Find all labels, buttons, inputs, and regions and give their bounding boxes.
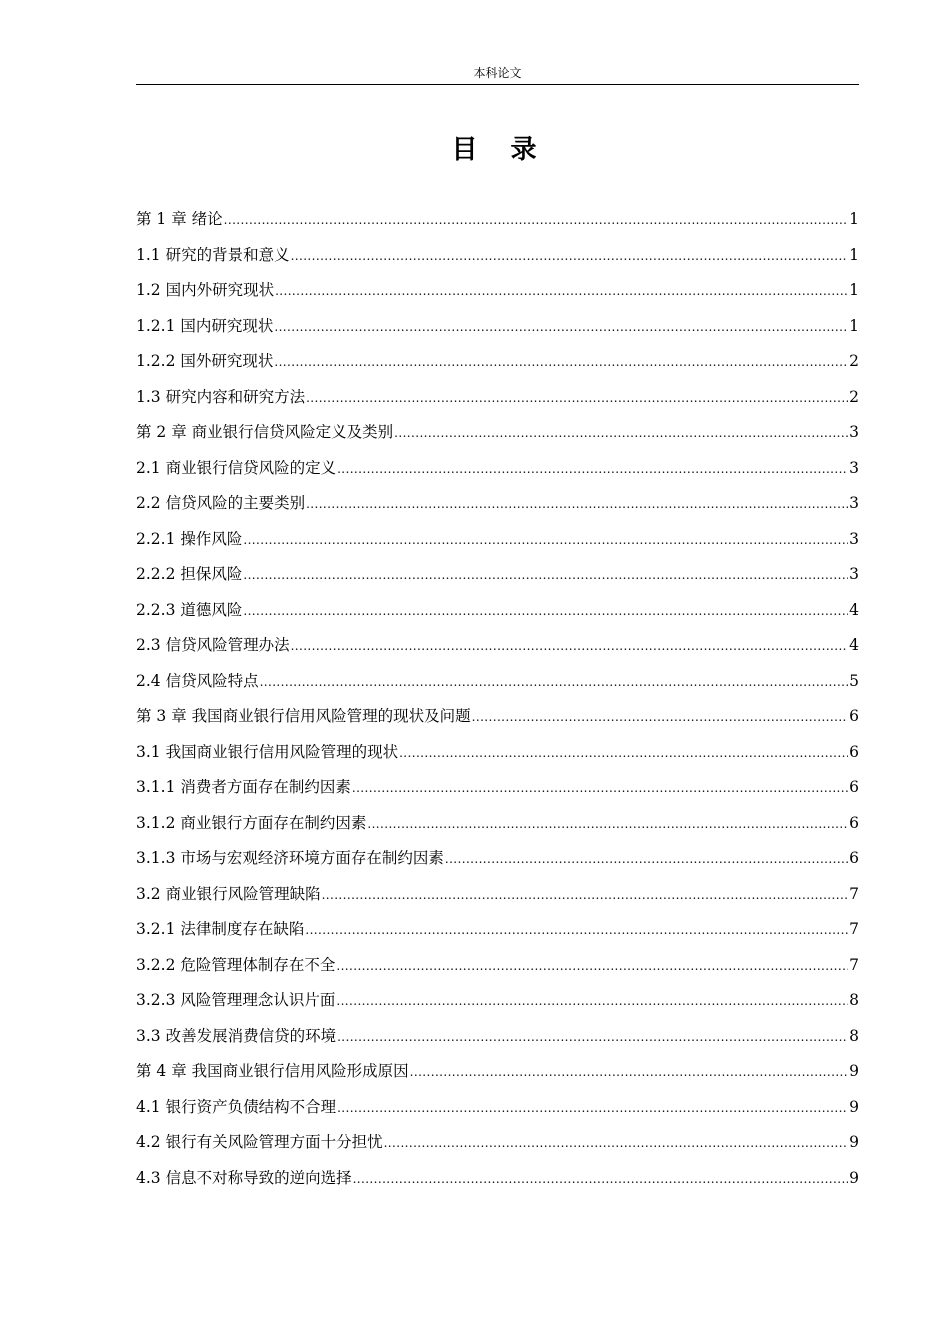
toc-entry[interactable] (136, 522, 859, 558)
toc-entry[interactable] (136, 735, 859, 771)
toc-entry[interactable] (136, 699, 859, 735)
toc-entry-page: 1 (849, 281, 859, 299)
toc-dot-leader (275, 274, 848, 310)
toc-entry-label: 3.3 改善发展消费信贷的环境 (136, 1026, 337, 1045)
toc-dot-leader (337, 1091, 848, 1127)
toc-entry-page: 7 (849, 920, 859, 938)
toc-entry-page: 7 (849, 955, 859, 974)
toc-dot-leader (384, 1126, 849, 1162)
toc-entry-page: 3 (849, 458, 859, 477)
header-text: 本科论文 (473, 66, 522, 80)
toc-dot-leader (243, 523, 848, 559)
toc-entry-page: 5 (849, 671, 859, 690)
toc-entry-page: 6 (849, 778, 859, 796)
toc-entry[interactable] (136, 415, 859, 451)
toc-entry[interactable] (136, 202, 859, 238)
toc-entry[interactable] (136, 841, 859, 877)
toc-entry-label: 1.1 研究的背景和意义 (136, 245, 290, 264)
toc-entry-label: 2.2.1 操作风险 (136, 529, 243, 548)
toc-entry[interactable] (136, 664, 859, 700)
toc-dot-leader (352, 771, 848, 807)
toc-entry-label: 4.2 银行有关风险管理方面十分担忧 (136, 1133, 383, 1151)
toc-dot-leader (306, 381, 848, 417)
toc-entry[interactable] (136, 912, 859, 948)
toc-entry[interactable] (136, 877, 859, 913)
toc-entry-label: 1.3 研究内容和研究方法 (136, 387, 306, 406)
toc-dot-leader (243, 558, 848, 594)
toc-entry[interactable] (136, 451, 859, 487)
toc-entry-label: 1.2.2 国外研究现状 (136, 352, 274, 370)
toc-entry-label: 3.2.3 风险管理理念认识片面 (136, 991, 336, 1009)
toc-entry-page: 3 (849, 565, 859, 583)
toc-entry-label: 1.2 国内外研究现状 (136, 281, 275, 299)
toc-entry[interactable] (136, 344, 859, 380)
toc-dot-leader (274, 345, 848, 381)
toc-entry-label: 3.1 我国商业银行信用风险管理的现状 (136, 742, 399, 761)
toc-entry[interactable] (136, 593, 859, 629)
toc-dot-leader (291, 239, 849, 275)
toc-dot-leader (305, 913, 848, 949)
toc-entry-page: 1 (849, 210, 859, 228)
toc-entry-page: 9 (849, 1097, 859, 1116)
toc-entry[interactable] (136, 557, 859, 593)
toc-entry[interactable] (136, 1019, 859, 1055)
toc-entry-label: 第 4 章 我国商业银行信用风险形成原因 (136, 1062, 409, 1080)
toc-entry-page: 7 (849, 884, 859, 903)
toc-entry-page: 3 (849, 494, 859, 512)
toc-dot-leader (291, 629, 849, 665)
toc-entry-label: 3.2 商业银行风险管理缺陷 (136, 884, 321, 903)
toc-entry[interactable] (136, 380, 859, 416)
toc-dot-leader (367, 807, 848, 843)
toc-entry-label: 第 3 章 我国商业银行信用风险管理的现状及问题 (136, 707, 471, 725)
toc-title: 目 录 (451, 135, 549, 165)
toc-entry-page: 8 (849, 1026, 859, 1045)
toc-entry-label: 1.2.1 国内研究现状 (136, 316, 274, 335)
toc-dot-leader (337, 1020, 848, 1056)
toc-dot-leader (274, 310, 848, 346)
toc-entry-label: 3.1.3 市场与宏观经济环境方面存在制约因素 (136, 849, 444, 867)
toc-entry[interactable] (136, 1161, 859, 1197)
toc-dot-leader (322, 878, 849, 914)
toc-dot-leader (445, 842, 848, 878)
toc-dot-leader (353, 1162, 849, 1198)
toc-entry-page: 2 (849, 387, 859, 406)
page-header (136, 62, 859, 85)
toc-entry-label: 2.2.3 道德风险 (136, 600, 243, 619)
toc-dot-leader (306, 487, 848, 523)
toc-entry[interactable] (136, 1054, 859, 1090)
toc-dot-leader (224, 203, 848, 239)
toc-entry-page: 6 (849, 849, 859, 867)
toc-entry-page: 9 (849, 1168, 859, 1187)
toc-dot-leader (243, 594, 848, 630)
toc-entry[interactable] (136, 238, 859, 274)
toc-entry-label: 第 1 章 绪论 (136, 210, 223, 228)
toc-entry-page: 6 (849, 813, 859, 832)
toc-entry[interactable] (136, 486, 859, 522)
toc-entry-label: 2.4 信贷风险特点 (136, 671, 259, 690)
toc-dot-leader (260, 665, 849, 701)
toc-entry-page: 6 (849, 707, 859, 725)
toc-entry-label: 2.1 商业银行信贷风险的定义 (136, 458, 337, 477)
toc-entry-page: 4 (849, 600, 859, 619)
toc-entry[interactable] (136, 948, 859, 984)
toc-dot-leader (394, 416, 848, 452)
toc-entry-page: 8 (849, 991, 859, 1009)
toc-entry[interactable] (136, 309, 859, 345)
toc-entry-label: 4.3 信息不对称导致的逆向选择 (136, 1168, 352, 1187)
toc-dot-leader (472, 700, 848, 736)
toc-entry-label: 3.1.1 消费者方面存在制约因素 (136, 778, 351, 796)
toc-entry-page: 1 (849, 245, 859, 264)
table-of-contents (136, 202, 859, 1196)
toc-entry-label: 3.1.2 商业银行方面存在制约因素 (136, 813, 367, 832)
toc-entry-label: 4.1 银行资产负债结构不合理 (136, 1097, 337, 1116)
toc-entry-label: 3.2.1 法律制度存在缺陷 (136, 920, 305, 938)
toc-dot-leader (336, 984, 848, 1020)
toc-entry-label: 2.2.2 担保风险 (136, 565, 243, 583)
toc-entry-page: 9 (849, 1062, 859, 1080)
toc-entry[interactable] (136, 273, 859, 309)
toc-entry[interactable] (136, 806, 859, 842)
toc-entry-page: 4 (849, 636, 859, 654)
toc-entry[interactable] (136, 983, 859, 1019)
toc-entry-label: 3.2.2 危险管理体制存在不全 (136, 955, 336, 974)
toc-entry-label: 2.3 信贷风险管理办法 (136, 636, 290, 654)
toc-entry-page: 3 (849, 423, 859, 441)
toc-dot-leader (337, 452, 848, 488)
toc-entry-page: 2 (849, 352, 859, 370)
toc-entry[interactable] (136, 1090, 859, 1126)
toc-entry-page: 1 (849, 316, 859, 335)
toc-dot-leader (410, 1055, 848, 1091)
toc-entry-label: 第 2 章 商业银行信贷风险定义及类别 (136, 423, 394, 441)
toc-entry-label: 2.2 信贷风险的主要类别 (136, 494, 306, 512)
toc-entry-page: 3 (849, 529, 859, 548)
toc-entry-page: 6 (849, 742, 859, 761)
toc-dot-leader (336, 949, 848, 985)
toc-entry-page: 9 (849, 1133, 859, 1151)
toc-dot-leader (399, 736, 848, 772)
toc-entry[interactable] (136, 770, 859, 806)
toc-entry[interactable] (136, 1125, 859, 1161)
toc-entry[interactable] (136, 628, 859, 664)
